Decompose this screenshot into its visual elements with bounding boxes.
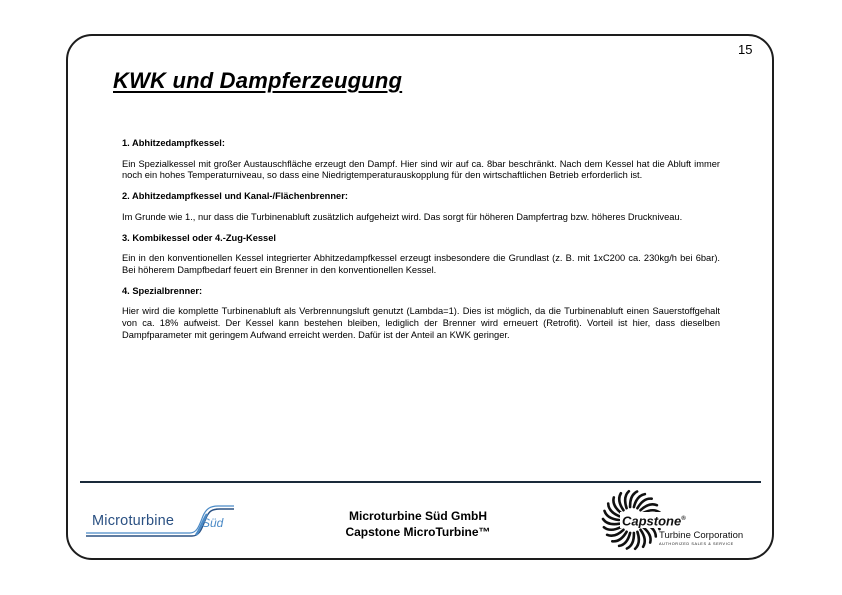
content-body [122, 138, 720, 341]
microturbine-sued-logo [84, 500, 244, 540]
company-product: Capstone MicroTurbine™ [345, 525, 491, 539]
sunburst-blade [619, 493, 623, 510]
section-text-1: Ein Spezialkessel mit großer Austauschfläche erzeugt den Dampf. Hier sind wir auf ca. 8bar beschränkt. Nach dem Kessel hat die Abluft immer noch ein hohes Temperaturniveau, so dass eine Niedrigtemperaturauskopplung für den wirtschaftlichen Betrieb erforderlich ist. [122, 158, 720, 181]
logo-word-sued: Süd [202, 516, 224, 530]
company-block [300, 508, 536, 540]
page-number: 15 [738, 42, 753, 57]
capstone-tagline: AUTHORIZED SALES & SERVICE [659, 542, 734, 546]
section-text-4: Hier wird die komplette Turbinenabluft als Verbrennungsluft genutzt (Lambda=1). Dies ist möglich, da die Turbinenabluft einen Sauerstoffgehalt von ca. 18% aufweist. Der Kessel kann bestehen bleiben, lediglich der Brenner wird erneuert (Retrofit). Vorteil ist hier, dass dieselben Dampfparameter mit geringem Aufwand erreicht werden. Dafür ist der Anteil an KWK geringer. [122, 306, 720, 340]
capstone-wordmark: Capstone® [622, 513, 686, 529]
sunburst-blade [625, 491, 629, 508]
company-name: Microturbine Süd GmbH [349, 509, 487, 523]
sunburst-blade [641, 530, 645, 547]
section-heading-2: 2. Abhitzedampfkessel und Kanal-/Flächenbrenner: [122, 191, 348, 202]
logo-word-microturbine: Microturbine [92, 513, 175, 529]
section-heading-3: 3. Kombikessel oder 4.-Zug-Kessel [122, 232, 276, 243]
section-text-2: Im Grunde wie 1., nur dass die Turbinenabluft zusätzlich aufgeheizt wird. Das sorgt für höheren Dampfertrag bzw. höheres Druckniveau. [122, 211, 683, 222]
section-heading-4: 4. Spezialbrenner: [122, 285, 203, 296]
sunburst-blade [604, 527, 621, 530]
footer-divider [80, 481, 761, 483]
page-title: KWK und Dampferzeugung [113, 68, 403, 93]
capstone-logo [596, 488, 756, 556]
capstone-subtitle: Turbine Corporation [659, 530, 744, 541]
section-heading-1: 1. Abhitzedampfkessel: [122, 138, 225, 148]
section-text-3: Ein in den konventionellen Kessel integrierter Abhitzedampfkessel erzeugt insbesondere die Grundlast (z. B. mit 1xC200 ca. 230kg/h bei 6bar). Bei höherem Dampfbedarf feuert ein Brenner in den konventionellen Kessel. [122, 253, 720, 275]
sunburst-blade [635, 532, 639, 549]
